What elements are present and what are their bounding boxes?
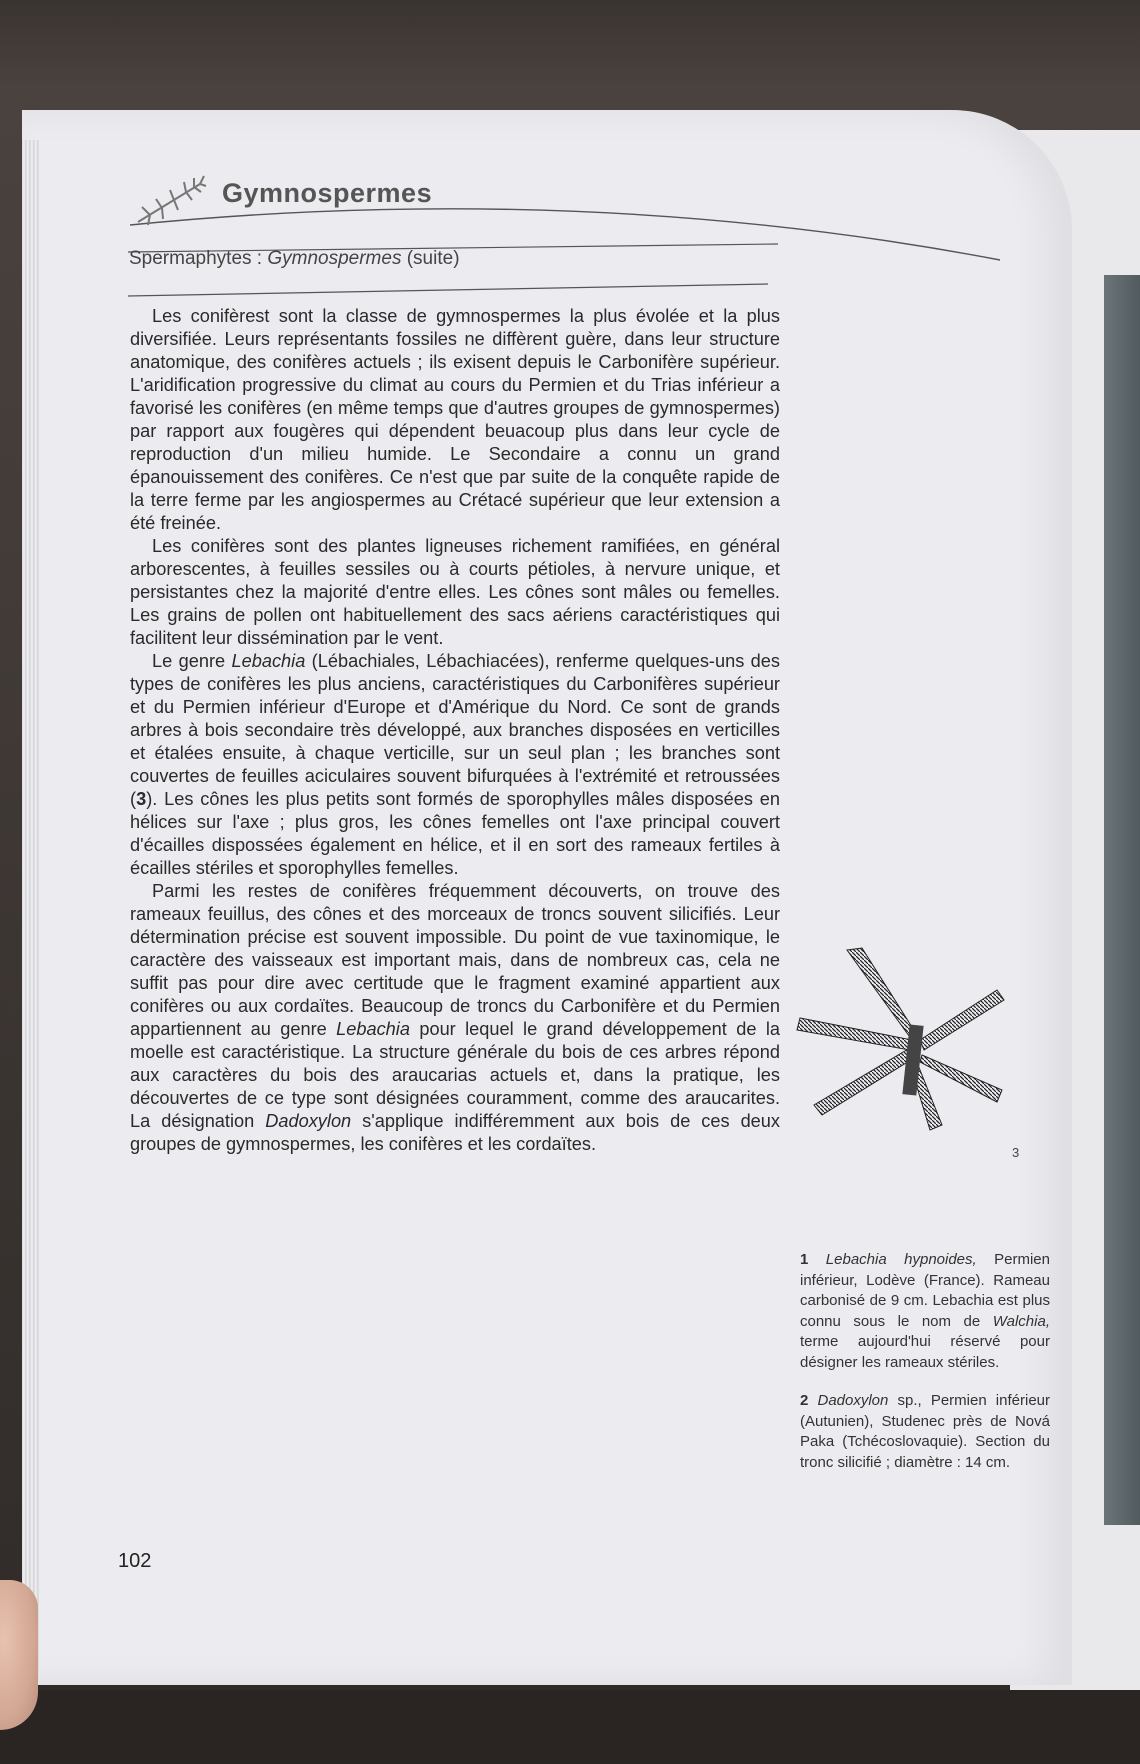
text-span: ). Les cônes les plus petits sont formés de sporophylles mâles disposées en hélices sur l'axe ; plus gros, les cônes femelles ont l'axe principal couvert d'écailles dispossées également en hélice, et il en sort des rameaux fertiles à écailles stériles et sporophylles femelles.: [130, 789, 780, 878]
page-stack-edge: [22, 140, 40, 1680]
caption-species: Lebachia hypnoides,: [825, 1251, 977, 1268]
caption-number: 2: [800, 1392, 809, 1409]
caption-species: Dadoxylon: [817, 1392, 889, 1409]
text-span: pour lequel le grand développement de la moelle est caractéristique. La structure générale du bois de ces arbres répond aux caractères du bois des araucarias actuels et, dans la pratique, les découvertes de ce type sont désignées couramment, comme des araucarites. La désignation: [130, 1019, 780, 1131]
text-span: Parmi les restes de conifères fréquemment découverts, on trouve des rameaux feuillus, des cônes et des morceaux de troncs souvent silicifiés. Leur détermination précise est souvent impossible. Du point de vue taxinomique, le caractère des vaisseaux est important mais, dans de nombreux cas, cela ne suffit pas pour dire avec certitude que le fragment examiné appartient aux conifères ou aux cordaïtes. Beaucoup de troncs du Carbonifère et du Permien appartiennent au genre: [130, 881, 780, 1039]
caption-text: sp., Permien inférieur (Autunien), Studenec près de Nová Paka (Tchécoslovaquie). Section du tronc silicifié ; diamètre : 14 cm.: [800, 1392, 1050, 1471]
paragraph-2: Les conifères sont des plantes ligneuses richement ramifiées, en général arborescentes, à feuilles sessiles ou à courts pétioles, à nervure unique, et persistantes chez la majorité d'entre elles. Les cônes sont mâles ou femelles. Les grains de pollen ont habituellement des sacs aériens caractéristiques qui facilitent leur dissémination par le vent.: [130, 536, 780, 648]
paragraph-3: [130, 650, 780, 880]
subtitle-prefix: Spermaphytes :: [129, 248, 268, 269]
caption-2: [800, 1391, 1050, 1473]
book-page: [22, 110, 1072, 1685]
paragraph-1: Les conifèrest sont la classe de gymnospermes la plus évolée et la plus diversifiée. Leurs représentants fossiles ne diffèrent guère, dans leur structure anatomique, des conifères actuels ; ils exisent depuis le Carbonifère supérieur. L'aridification progressive du climat au cours du Permien et du Trias inférieur a favorisé les conifères (en même temps que d'autres groupes de gymnospermes) par rapport aux fougères qui dépendent beuacoup plus dans leur cycle de reproduction d'un milieu humide. Le Secondaire a connu un grand épanouissement des conifères. Ce n'est que par suite de la conquête rapide de la terre ferme par les angiospermes au Crétacé supérieur que leur extension a été freinée.: [130, 306, 780, 533]
thumb: [0, 1580, 38, 1730]
lebachia-branch-illustration: [792, 940, 1042, 1140]
figure-captions: [800, 1250, 1050, 1491]
subtitle-suffix: (suite): [401, 248, 460, 269]
figure-number: 3: [1012, 1145, 1020, 1160]
table-surface: [0, 1690, 1140, 1764]
page-number: 102: [118, 1550, 152, 1572]
caption-1: [800, 1250, 1050, 1373]
figure-reference: 3: [136, 789, 147, 809]
main-text: [130, 305, 780, 1156]
caption-text: Permien inférieur, Lodève (France). Rameau carbonisé de 9 cm. Lebachia est plus connu sous le nom de: [800, 1251, 1050, 1330]
facing-page-photo: [1104, 275, 1140, 1525]
text-span: (Lébachiales, Lébachiacées), renferme quelques-uns des types de conifères les plus anciens, caractéristiques du Carbonifères supérieur et du Permien inférieur d'Europe et d'Amérique du Nord. Ce sont de grands arbres à bois secondaire très développé, aux branches disposées en verticilles et étalées ensuite, à chaque verticille, sur un seul plan ; les branches sont couvertes de feuilles aciculaires souvent bifurquées à l'extrémité et retroussées (: [130, 651, 780, 809]
genus-name: Lebachia: [336, 1019, 410, 1039]
chapter-title: Gymnospermes: [222, 178, 433, 208]
genus-name: Lebachia: [231, 651, 306, 671]
text-span: Le genre: [152, 651, 232, 671]
caption-species: Walchia,: [992, 1312, 1050, 1330]
genus-name: Dadoxylon: [265, 1111, 352, 1131]
subtitle-italic: Gymnospermes: [267, 248, 402, 269]
text-span: s'applique indifféremment aux bois de ces deux groupes de gymnospermes, les conifères et les cordaïtes.: [130, 1111, 781, 1154]
caption-number: 1: [800, 1251, 809, 1268]
conifer-branch-icon: [130, 170, 222, 240]
paragraph-4: [130, 880, 780, 1156]
section-subtitle: [129, 248, 769, 270]
caption-text: terme aujourd'hui réservé pour désigner les rameaux stériles.: [800, 1333, 1050, 1371]
